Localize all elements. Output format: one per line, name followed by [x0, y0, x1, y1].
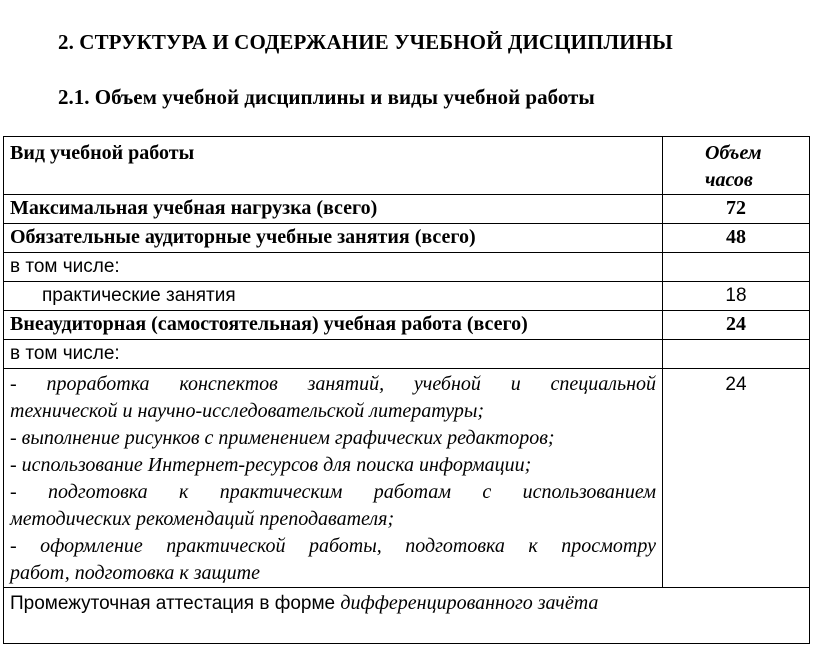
list-item: - подготовка к практическим работам с использованием	[10, 481, 656, 503]
attestation-prefix: Промежуточная аттестация в форме	[10, 593, 341, 614]
self-study-hours: 24	[663, 369, 810, 588]
list-item: - проработка конспектов занятий, учебной и специальной	[10, 373, 656, 395]
row-label: Максимальная учебная нагрузка (всего)	[4, 195, 663, 224]
list-item: - оформление практической работы, подготовка к просмотру	[10, 535, 656, 557]
table-row	[4, 195, 810, 224]
header-hours	[663, 137, 810, 195]
list-item: работ, подготовка к защите	[10, 562, 260, 584]
table-row	[4, 340, 810, 369]
section-title: 2. СТРУКТУРА И СОДЕРЖАНИЕ УЧЕБНОЙ ДИСЦИПЛИНЫ	[58, 30, 673, 54]
row-hours	[663, 253, 810, 282]
row-label: Внеаудиторная (самостоятельная) учебная работа (всего)	[4, 311, 663, 340]
row-hours	[663, 340, 810, 369]
attestation-cell	[4, 588, 810, 644]
row-label: Обязательные аудиторные учебные занятия (всего)	[4, 224, 663, 253]
list-item: - выполнение рисунков с применением графических редакторов;	[10, 427, 555, 449]
self-study-row	[4, 369, 810, 588]
table-row	[4, 224, 810, 253]
attestation-row	[4, 588, 810, 644]
row-label: в том числе:	[4, 253, 663, 282]
attestation-form: дифференцированного зачёта	[340, 592, 599, 614]
self-study-list	[4, 369, 663, 588]
row-label: в том числе:	[4, 340, 663, 369]
header-hours-line1: Объем	[705, 142, 762, 164]
row-hours: 48	[663, 224, 810, 253]
row-label: практические занятия	[4, 282, 663, 311]
header-hours-line2: часов	[705, 169, 753, 191]
subsection-title: 2.1. Объем учебной дисциплины и виды учебной работы	[58, 85, 595, 109]
workload-table	[3, 136, 810, 644]
row-hours: 24	[663, 311, 810, 340]
row-hours: 72	[663, 195, 810, 224]
list-item: технической и научно-исследовательской литературы;	[10, 400, 485, 422]
header-work-type: Вид учебной работы	[4, 137, 663, 195]
table-row	[4, 282, 810, 311]
table-row	[4, 311, 810, 340]
table-header-row	[4, 137, 810, 195]
row-hours: 18	[663, 282, 810, 311]
table-row	[4, 253, 810, 282]
list-item: методических рекомендаций преподавателя;	[10, 508, 395, 530]
list-item: - использование Интернет-ресурсов для поиска информации;	[10, 454, 532, 476]
